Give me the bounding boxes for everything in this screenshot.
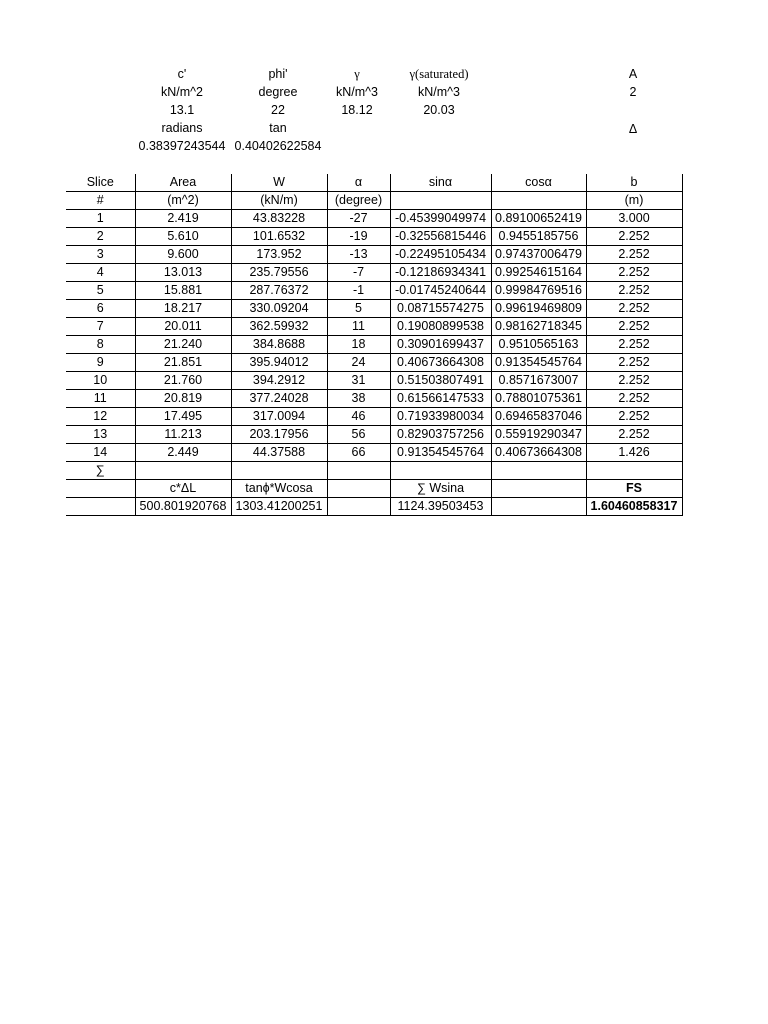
table-row [66, 426, 682, 444]
cell-alpha: 46 [327, 408, 390, 426]
phi-unit: degree [258, 85, 298, 99]
cell-sin-alpha: 0.08715574275 [390, 300, 491, 318]
gamma-label: γ [354, 67, 360, 81]
phi-value: 22 [271, 103, 285, 117]
cell-b: 2.252 [586, 408, 682, 426]
cell-sin-alpha: 0.71933980034 [390, 408, 491, 426]
unit-cos-alpha [491, 192, 586, 210]
header-w: W [231, 174, 327, 192]
cell-w: 43.83228 [231, 210, 327, 228]
gamma-saturated-value: 20.03 [423, 103, 455, 117]
cell-cos-alpha: 0.40673664308 [491, 444, 586, 462]
cell-w: 377.24028 [231, 390, 327, 408]
cell-sin-alpha: -0.12186934341 [390, 264, 491, 282]
cell-slice: 8 [66, 336, 135, 354]
cell-b: 2.252 [586, 354, 682, 372]
cell-w: 384.8688 [231, 336, 327, 354]
summary-value-cos-alpha [491, 498, 586, 516]
summary-value-alpha [327, 498, 390, 516]
cell-b: 2.252 [586, 264, 682, 282]
cell-w: 395.94012 [231, 354, 327, 372]
unit-slice: # [66, 192, 135, 210]
cell-cos-alpha: 0.98162718345 [491, 318, 586, 336]
cell-cos-alpha: 0.91354545764 [491, 354, 586, 372]
cell-w: 101.6532 [231, 228, 327, 246]
cell-sin-alpha: 0.91354545764 [390, 444, 491, 462]
sum-empty-cell [327, 462, 390, 480]
header-alpha: α [327, 174, 390, 192]
sum-row [66, 462, 682, 480]
cell-cos-alpha: 0.8571673007 [491, 372, 586, 390]
tan-value: 0.40402622584 [234, 139, 322, 153]
cell-sin-alpha: 0.51503807491 [390, 372, 491, 390]
cell-area: 9.600 [135, 246, 231, 264]
gamma-saturated-unit: kN/m^3 [418, 85, 460, 99]
cell-w: 330.09204 [231, 300, 327, 318]
cell-alpha: 18 [327, 336, 390, 354]
summary-value-b: 1.60460858317 [586, 498, 682, 516]
summary-label-cos-alpha [491, 480, 586, 498]
cell-alpha: 31 [327, 372, 390, 390]
cell-sin-alpha: -0.45399049974 [390, 210, 491, 228]
radians-value: 0.38397243544 [138, 139, 226, 153]
unit-b: (m) [586, 192, 682, 210]
cell-alpha: 56 [327, 426, 390, 444]
cell-alpha: 24 [327, 354, 390, 372]
cell-cos-alpha: 0.69465837046 [491, 408, 586, 426]
c-unit: kN/m^2 [161, 85, 203, 99]
delta-label: Δ [628, 122, 638, 136]
cell-w: 235.79556 [231, 264, 327, 282]
summary-label-sin-alpha: ∑ Wsina [390, 480, 491, 498]
cell-sin-alpha: 0.40673664308 [390, 354, 491, 372]
cell-b: 2.252 [586, 372, 682, 390]
c-label: c' [177, 67, 187, 81]
slice-table [66, 174, 683, 516]
cell-alpha: -27 [327, 210, 390, 228]
cell-slice: 14 [66, 444, 135, 462]
cell-area: 15.881 [135, 282, 231, 300]
cell-slice: 10 [66, 372, 135, 390]
cell-alpha: -1 [327, 282, 390, 300]
cell-slice: 6 [66, 300, 135, 318]
cell-slice: 2 [66, 228, 135, 246]
a-value: 2 [629, 85, 637, 99]
cell-alpha: -7 [327, 264, 390, 282]
table-row [66, 282, 682, 300]
cell-cos-alpha: 0.78801075361 [491, 390, 586, 408]
cell-alpha: 11 [327, 318, 390, 336]
table-row [66, 318, 682, 336]
cell-b: 3.000 [586, 210, 682, 228]
tan-label: tan [269, 121, 287, 135]
cell-b: 2.252 [586, 282, 682, 300]
a-label: A [628, 67, 638, 81]
cell-area: 13.013 [135, 264, 231, 282]
cell-slice: 12 [66, 408, 135, 426]
table-row [66, 390, 682, 408]
summary-label-alpha [327, 480, 390, 498]
cell-sin-alpha: 0.61566147533 [390, 390, 491, 408]
cell-cos-alpha: 0.99984769516 [491, 282, 586, 300]
cell-alpha: 5 [327, 300, 390, 318]
cell-slice: 9 [66, 354, 135, 372]
radians-label: radians [161, 121, 203, 135]
cell-alpha: 66 [327, 444, 390, 462]
cell-slice: 11 [66, 390, 135, 408]
cell-w: 173.952 [231, 246, 327, 264]
summary-value-row [66, 498, 682, 516]
cell-area: 5.610 [135, 228, 231, 246]
header-area: Area [135, 174, 231, 192]
cell-b: 2.252 [586, 336, 682, 354]
sum-empty-cell [231, 462, 327, 480]
table-row [66, 354, 682, 372]
summary-label-slice [66, 480, 135, 498]
summary-label-area: c*ΔL [135, 480, 231, 498]
cell-b: 1.426 [586, 444, 682, 462]
cell-area: 2.449 [135, 444, 231, 462]
cell-slice: 3 [66, 246, 135, 264]
cell-slice: 5 [66, 282, 135, 300]
cell-cos-alpha: 0.9455185756 [491, 228, 586, 246]
header-row [66, 174, 682, 192]
cell-w: 44.37588 [231, 444, 327, 462]
cell-sin-alpha: -0.32556815446 [390, 228, 491, 246]
summary-label-b: FS [586, 480, 682, 498]
sum-empty-cell [135, 462, 231, 480]
summary-value-area: 500.801920768 [135, 498, 231, 516]
cell-area: 2.419 [135, 210, 231, 228]
cell-cos-alpha: 0.97437006479 [491, 246, 586, 264]
table-row [66, 336, 682, 354]
table-row [66, 264, 682, 282]
cell-w: 317.0094 [231, 408, 327, 426]
cell-w: 287.76372 [231, 282, 327, 300]
cell-slice: 7 [66, 318, 135, 336]
cell-sin-alpha: -0.01745240644 [390, 282, 491, 300]
cell-area: 17.495 [135, 408, 231, 426]
unit-sin-alpha [390, 192, 491, 210]
cell-area: 21.240 [135, 336, 231, 354]
cell-area: 21.760 [135, 372, 231, 390]
sum-empty-cell [491, 462, 586, 480]
summary-label-row [66, 480, 682, 498]
parameters-block [0, 0, 768, 160]
table-row [66, 210, 682, 228]
cell-w: 394.2912 [231, 372, 327, 390]
sum-empty-cell [390, 462, 491, 480]
cell-area: 11.213 [135, 426, 231, 444]
sum-empty-cell [586, 462, 682, 480]
unit-w: (kN/m) [231, 192, 327, 210]
table-row [66, 246, 682, 264]
cell-b: 2.252 [586, 228, 682, 246]
summary-value-w: 1303.41200251 [231, 498, 327, 516]
summary-value-slice [66, 498, 135, 516]
table-row [66, 372, 682, 390]
cell-alpha: -13 [327, 246, 390, 264]
cell-slice: 1 [66, 210, 135, 228]
header-sin-alpha: sinα [390, 174, 491, 192]
c-value: 13.1 [169, 103, 195, 117]
sum-symbol: ∑ [66, 462, 135, 480]
cell-cos-alpha: 0.89100652419 [491, 210, 586, 228]
table-row [66, 300, 682, 318]
table-row [66, 444, 682, 462]
cell-w: 203.17956 [231, 426, 327, 444]
cell-b: 2.252 [586, 390, 682, 408]
summary-value-sin-alpha: 1124.39503453 [390, 498, 491, 516]
gamma-unit: kN/m^3 [336, 85, 378, 99]
cell-alpha: 38 [327, 390, 390, 408]
cell-w: 362.59932 [231, 318, 327, 336]
cell-area: 18.217 [135, 300, 231, 318]
header-slice: Slice [66, 174, 135, 192]
cell-sin-alpha: 0.82903757256 [390, 426, 491, 444]
cell-sin-alpha: 0.19080899538 [390, 318, 491, 336]
cell-area: 20.819 [135, 390, 231, 408]
cell-slice: 13 [66, 426, 135, 444]
cell-b: 2.252 [586, 300, 682, 318]
cell-alpha: -19 [327, 228, 390, 246]
cell-sin-alpha: 0.30901699437 [390, 336, 491, 354]
cell-cos-alpha: 0.99254615164 [491, 264, 586, 282]
cell-cos-alpha: 0.55919290347 [491, 426, 586, 444]
gamma-value: 18.12 [341, 103, 373, 117]
header-cos-alpha: cosα [491, 174, 586, 192]
header-b: b [586, 174, 682, 192]
summary-label-w: tanϕ*Wcosa [231, 480, 327, 498]
cell-b: 2.252 [586, 318, 682, 336]
cell-cos-alpha: 0.99619469809 [491, 300, 586, 318]
phi-label: phi' [268, 67, 288, 81]
cell-b: 2.252 [586, 246, 682, 264]
cell-b: 2.252 [586, 426, 682, 444]
cell-area: 20.011 [135, 318, 231, 336]
cell-sin-alpha: -0.22495105434 [390, 246, 491, 264]
table-row [66, 408, 682, 426]
unit-area: (m^2) [135, 192, 231, 210]
unit-alpha: (degree) [327, 192, 390, 210]
cell-slice: 4 [66, 264, 135, 282]
gamma-saturated-label: γ(saturated) [409, 67, 469, 81]
cell-area: 21.851 [135, 354, 231, 372]
units-row [66, 192, 682, 210]
cell-cos-alpha: 0.9510565163 [491, 336, 586, 354]
table-row [66, 228, 682, 246]
